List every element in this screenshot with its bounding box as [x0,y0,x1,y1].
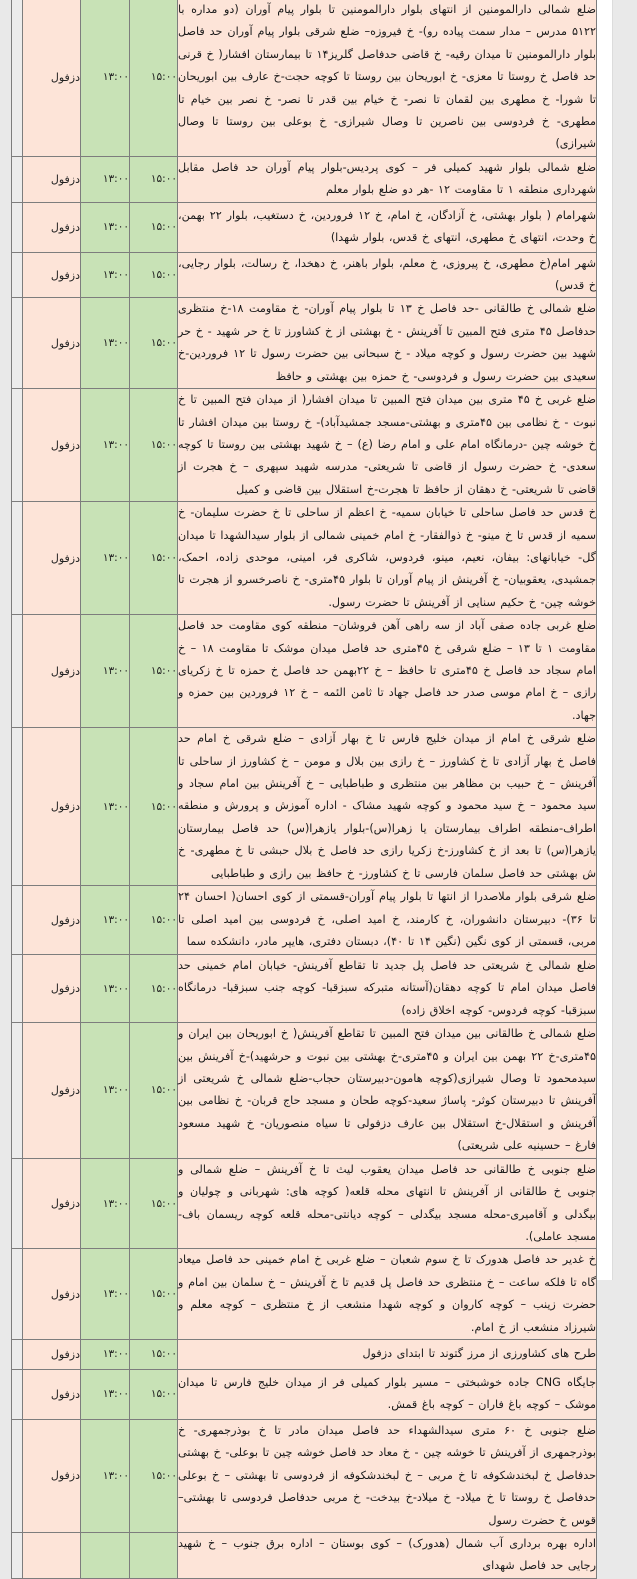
city-cell: دزفول [23,1158,81,1249]
table-row [12,728,597,886]
row-index-cell [12,1158,23,1249]
table-row [12,1532,597,1578]
start-time-cell: ۱۳:۰۰ [81,1419,130,1532]
page-margin [596,0,612,1280]
start-time-cell: ۱۳:۰۰ [81,955,130,1023]
end-time-cell: ۱۵:۰۰ [130,1419,178,1532]
row-index-cell [12,1369,23,1419]
table-row [12,156,597,202]
table-row [12,955,597,1023]
table-row [12,252,597,298]
start-time-cell: ۱۳:۰۰ [81,1369,130,1419]
table-row [12,1369,597,1419]
end-time-cell [130,1532,178,1578]
start-time-cell: ۱۳:۰۰ [81,202,130,252]
start-time-cell: ۱۳:۰۰ [81,389,130,502]
city-cell: دزفول [23,252,81,298]
area-description-cell: شهرامام ( بلوار بهشتی، خ آزادگان، خ امام، خ ۱۲ فروردین، خ دستغیب، بلوار ۲۲ بهمن، خ وحدت، انتهای خ مطهری، انتهای خ قدس، بلوار شهدا) [178,202,597,252]
viewer-background [612,0,637,1280]
area-description-cell: ضلع شمالی دارالمومنین از انتهای بلوار دارالمومنین تا بلوار پیام آوران (دو مداره با ۵۱۲۲ مدرس – مدار سمت پیاده رو)- خ فیروزه– ضلع شرقی بلوار پیام آوران حد فاصل بلوار دارالمومنین تا میدان رقیه- خ قاضی حدفاصل گلریز۱۴ تا بیمارستان افشار( خ قرنی حد فاصل خ روستا تا معزی- خ ابوریحان بین روستا تا کوچه حجت-خ عارف بین ابوریحان تا شورا- خ مطهری بین لقمان تا نصر- خ خیام بین قدر تا نصر- خ نصر بین خیام تا مطهری- خ فردوسی بین ناصرین تا وصال شیرازی- خ بوعلی بین روستا تا وصال شیرازی) [178,0,597,156]
area-description-cell: ضلع شرقی بلوار ملاصدرا از انتها تا بلوار پیام آوران-قسمتی از کوی احسان( احسان ۲۴ تا ۳۶)- دبیرستان دانشوران، خ کارمند، خ امید اصلی، خ فردوسی بین امید اصلی تا مربی، قسمتی از کوی نگین (نگین ۱۴ تا ۴۰)، دبستان دفتری، هایپر مادر، دانشکده سما [178,886,597,955]
table-row [12,1023,597,1158]
row-index-cell [12,615,23,728]
start-time-cell: ۱۳:۰۰ [81,156,130,202]
row-index-cell [12,0,23,156]
city-cell: دزفول [23,202,81,252]
area-description-cell: ضلع شمالی بلوار شهید کمیلی فر – کوی پردیس-بلوار پیام آوران حد فاصل مقابل شهرداری منطقه ۱ تا مقاومت ۱۲ -هر دو ضلع بلوار معلم [178,156,597,202]
row-index-cell [12,502,23,615]
end-time-cell: ۱۵:۰۰ [130,955,178,1023]
city-cell: دزفول [23,1419,81,1532]
area-description-cell: ضلع غربی جاده صفی آباد از سه راهی آهن فروشان– منطقه کوی مقاومت حد فاصل مقاومت ۱ تا ۱۳ – ضلع شرقی خ ۴۵متری حد فاصل میدان موشک تا مقاومت ۱۸ – خ امام سجاد حد فاصل خ ۴۵متری تا حافظ – خ ۲۲بهمن حد فاصل خ حمزه تا خ زکریای رازی – خ امام موسی صدر حد فاصل جهاد تا ثامن الئمه – خ ۱۲ فروردین بین حمزه و جهاد. [178,615,597,728]
area-description-cell: خ قدس حد فاصل ساحلی تا خیابان سمیه- خ اعظم از ساحلی تا خ حضرت سلیمان- خ سمیه از قدس تا خ مینو- خ ذوالفقار- خ امام خمینی شمالی از بلوار سیدالشهدا تا میدان گل- خیابانهای: بیفان، نعیم، مینو، فردوس، شاکری فر، امینی، موحدی زاده، احمک، جمشیدی، یعقوبیان- خ آفرینش از پیام آوران تا بلوار ۴۵متری- خ ناصرخسرو از هجرت تا خوشه چین- خ حکیم سنایی از آفرینش تا حضرت رسول. [178,502,597,615]
table-row [12,389,597,502]
city-cell: دزفول [23,955,81,1023]
start-time-cell: ۱۳:۰۰ [81,502,130,615]
area-description-cell: ضلع شمالی خ شریعتی حد فاصل پل جدید تا تقاطع آفرینش- خیابان امام خمینی حد فاصل میدان امام تا کوچه دهقان(آستانه متبرکه سبزقبا- کوچه جنب سبزقبا- درمانگاه سبزقبا- کوچه فردوس- کوچه اخلاق زاده) [178,955,597,1023]
city-cell: دزفول [23,0,81,156]
end-time-cell: ۱۵:۰۰ [130,389,178,502]
row-index-cell [12,202,23,252]
end-time-cell: ۱۵:۰۰ [130,0,178,156]
table-row [12,1419,597,1532]
power-outage-schedule-table [11,0,597,1579]
end-time-cell: ۱۵:۰۰ [130,1339,178,1369]
start-time-cell: ۱۳:۰۰ [81,615,130,728]
area-description-cell: جایگاه CNG جاده خوشبختی – مسیر بلوار کمیلی فر از میدان خلیج فارس تا میدان موشک – کوچه باغ فاران – کوچه باغ قمش. [178,1369,597,1419]
area-description-cell: ضلع شرقی خ امام از میدان خلیج فارس تا خ بهار آزادی – ضلع شرقی خ امام حد فاصل خ بهار آزادی تا خ کشاورز – خ رازی بین بلال و مومن – خ کشاورز از ساحلی تا آفرینش – خ حبیب بن مظاهر بین منتظری و طباطبایی – خ آفرینش بین امام سجاد و سید محمود – خ سید محمود و کوچه شهید مشاک - اداره آموزش و پرورش و منطقه اطراف-منطقه اطراف بیمارستان یا زهرا(س)-بلوار یازهرا(س) حد فاصل بیمارستان یازهرا(س) تا بعد از خ کشاورز-خ زکریا رازی حد فاصل خ بلال حبشی تا خ مطهری- خ ش بهشتی حد فاصل سلمان فارسی تا خ کشاورز- خ حافظ بین رازی و طباطبایی [178,728,597,886]
end-time-cell: ۱۵:۰۰ [130,615,178,728]
start-time-cell: ۱۳:۰۰ [81,1249,130,1340]
table-row [12,1249,597,1340]
row-index-cell [12,1249,23,1340]
city-cell: دزفول [23,1369,81,1419]
area-description-cell: ضلع شمالی خ طالقانی بین میدان فتح المبین تا تقاطع آفرینش( خ ابوریحان بین ایران و ۴۵متری-خ ۲۲ بهمن بین ایران و ۴۵متری-خ بهشتی بین نبوت و حرشهید)-خ آفرینش بین سیدمحمود تا وصال شیرازی(کوچه هامون-دبیرستان حجاب-ضلع شمالی خ شریعتی از آفرینش تا دبیرستان کوثر- پاساژ سعید-کوچه طحان و مسجد حاج قربان- خ نظامی بین آفرینش و استقلال-خ استقلال بین عارف دزفولی تا سیاه منصوریان- خ شهید مسعود فارغ – حسینیه علی شریعتی) [178,1023,597,1158]
area-description-cell: شهر امام(خ مطهری، خ پیروزی، خ معلم، بلوار باهنر، خ دهخدا، خ رسالت، بلوار رجایی، خ قدس) [178,252,597,298]
city-cell: دزفول [23,1023,81,1158]
end-time-cell: ۱۵:۰۰ [130,298,178,389]
city-cell: دزفول [23,389,81,502]
start-time-cell: ۱۳:۰۰ [81,0,130,156]
table-row [12,1339,597,1369]
area-description-cell: طرح های کشاورزی از مرز گتوند تا ابتدای دزفول [178,1339,597,1369]
table-row [12,502,597,615]
table-row [12,298,597,389]
city-cell [23,1532,81,1578]
end-time-cell: ۱۵:۰۰ [130,1249,178,1340]
city-cell: دزفول [23,728,81,886]
city-cell: دزفول [23,298,81,389]
row-index-cell [12,156,23,202]
row-index-cell [12,1023,23,1158]
city-cell: دزفول [23,502,81,615]
end-time-cell: ۱۵:۰۰ [130,1023,178,1158]
row-index-cell [12,1532,23,1578]
area-description-cell: اداره بهره برداری آب شمال (هدورک) – کوی بوستان – اداره برق جنوب – خ شهید رجایی حد فاصل شهدای [178,1532,597,1578]
city-cell: دزفول [23,1339,81,1369]
end-time-cell: ۱۵:۰۰ [130,1158,178,1249]
row-index-cell [12,252,23,298]
start-time-cell: ۱۳:۰۰ [81,1158,130,1249]
start-time-cell: ۱۳:۰۰ [81,1339,130,1369]
end-time-cell: ۱۵:۰۰ [130,252,178,298]
table-row [12,615,597,728]
start-time-cell: ۱۳:۰۰ [81,1023,130,1158]
city-cell: دزفول [23,1249,81,1340]
start-time-cell: ۱۳:۰۰ [81,886,130,955]
row-index-cell [12,1339,23,1369]
end-time-cell: ۱۵:۰۰ [130,1369,178,1419]
table-row [12,202,597,252]
row-index-cell [12,728,23,886]
start-time-cell [81,1532,130,1578]
start-time-cell: ۱۳:۰۰ [81,252,130,298]
area-description-cell: ضلع غربی خ ۴۵ متری بین میدان فتح المبین تا میدان افشار( از میدان فتح المبین تا خ نبوت - خ نظامی بین ۴۵متری و بهشتی-مسجد جمشیدآباد)- خ روستا بین میدان افشار تا خ خوشه چین -درمانگاه امام علی و امام رضا (ع) – خ شهید بهشتی بین روستا تا کوچه سعدی- خ حضرت رسول از قاضی تا شریعتی- مدرسه شهید سپهری – خ هجرت از قاضی تا شریعتی- خ دهقان از حافظ تا هجرت-خ استقلال بین قاضی و کمیل [178,389,597,502]
end-time-cell: ۱۵:۰۰ [130,156,178,202]
row-index-cell [12,1419,23,1532]
start-time-cell: ۱۳:۰۰ [81,728,130,886]
table-row [12,886,597,955]
area-description-cell: ضلع جنوبی خ ۶۰ متری سیدالشهداء حد فاصل میدان مادر تا خ بوذرجمهری- خ بوذرجمهری از آفرینش تا خوشه چین - خ معاد حد فاصل خوشه چین تا بوعلی- خ بهشتی حدفاصل خ لبخندشکوفه تا خ مربی – خ لبخندشکوفه از فردوسی تا بهشتی – خ بوعلی حدفاصل خ روستا تا خ میلاد- خ میلاد-خ بیدخت- خ مربی حدفاصل فردوسی تا بهشتی– قوس خ حضرت رسول [178,1419,597,1532]
table-row [12,0,597,156]
city-cell: دزفول [23,156,81,202]
end-time-cell: ۱۵:۰۰ [130,886,178,955]
row-index-cell [12,886,23,955]
end-time-cell: ۱۵:۰۰ [130,728,178,886]
end-time-cell: ۱۵:۰۰ [130,502,178,615]
area-description-cell: ضلع جنوبی خ طالقانی حد فاصل میدان یعقوب لیث تا خ آفرینش – ضلع شمالی و جنوبی خ طالقانی از آفرینش تا انتهای محله قلعه( کوچه های: شهربانی و چولیان و بیگدلی و آقامیری-محله مسجد بیگدلی – کوچه دیانتی-محله قلعه کوچه ریسمان باف-مسجد عاملی). [178,1158,597,1249]
area-description-cell: خ غدیر حد فاصل هدورک تا خ سوم شعبان – ضلع غربی خ امام خمینی حد فاصل میعاد گاه تا فلکه ساعت – خ منتظری حد فاصل پل قدیم تا خ آفرینش – خ سلمان بین امام و حضرت زینب – کوچه کاروان و کوچه شهدا منشعب از خ منتظری – کوچه معلم و شیرزاد منشعب از خ امام. [178,1249,597,1340]
area-description-cell: ضلع شمالی خ طالقانی -حد فاصل خ ۱۳ تا بلوار پیام آوران- خ مقاومت ۱۸-خ منتظری حدفاصل ۴۵ متری فتح المبین تا آفرینش - خ بهشتی از خ کشاورز تا خ حر شهید - خ حر شهید بین حضرت رسول و کوچه میلاد - خ سبحانی بین حضرت رسول تا ۱۲ فروردین-خ سعیدی بین حضرت رسول و فردوسی- خ حمزه بین بهشتی و حافظ [178,298,597,389]
city-cell: دزفول [23,886,81,955]
row-index-cell [12,298,23,389]
row-index-cell [12,389,23,502]
end-time-cell: ۱۵:۰۰ [130,202,178,252]
table-row [12,1158,597,1249]
row-index-cell [12,955,23,1023]
start-time-cell: ۱۳:۰۰ [81,298,130,389]
city-cell: دزفول [23,615,81,728]
